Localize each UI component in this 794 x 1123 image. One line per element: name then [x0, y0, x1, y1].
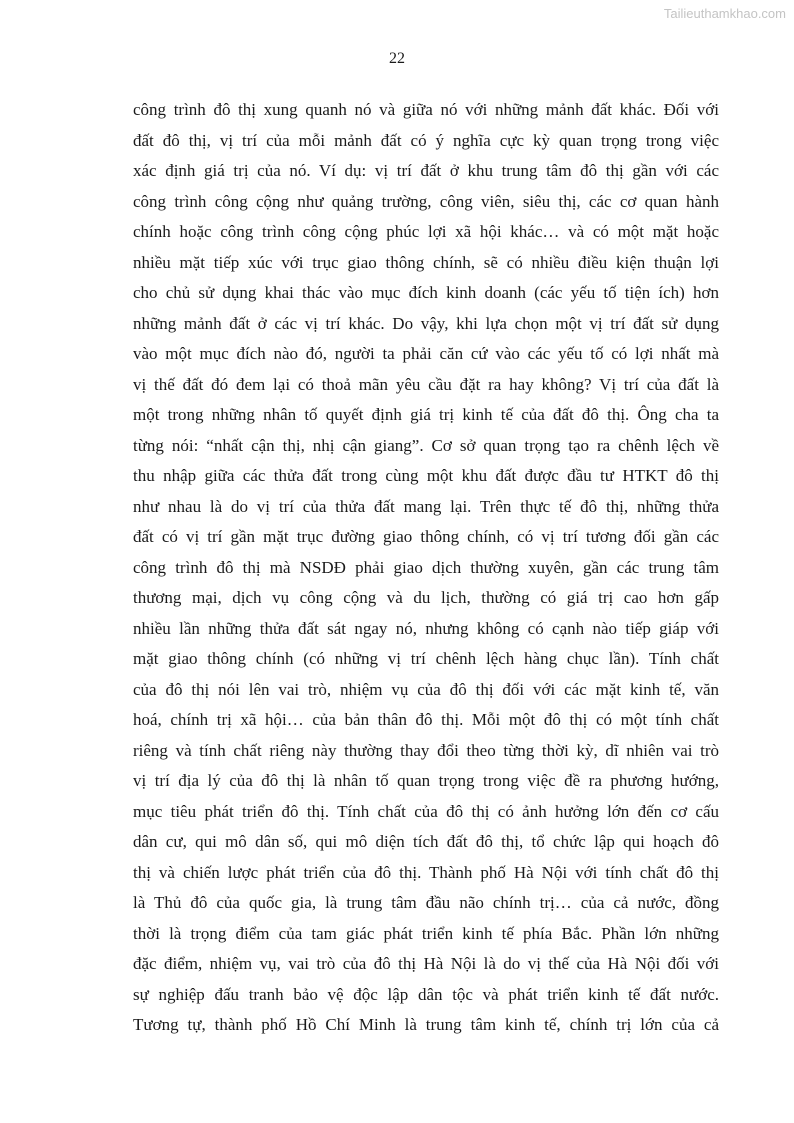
watermark: Tailieuthamkhao.com	[663, 6, 786, 21]
text-line: dân cư, qui mô dân số, qui mô diện tích đất đô thị, tổ chức lập qui hoạch đô	[133, 832, 719, 851]
text-line: công trình công cộng như quảng trường, công viên, siêu thị, các cơ quan hành	[133, 191, 719, 211]
text-line: của đô thị nói lên vai trò, nhiệm vụ của đô thị đối với các mặt kinh tế, văn	[133, 679, 719, 699]
text-line: chính hoặc công trình công cộng phúc lợi xã hội khác… và có một mặt hoặc	[133, 222, 719, 241]
text-line: vị trí địa lý của đô thị là nhân tố quan trọng trong việc đề ra phương hướng,	[133, 771, 719, 790]
text-line: công trình đô thị mà NSDĐ phải giao dịch thường xuyên, gần các trung tâm	[133, 557, 719, 577]
text-line: cho chủ sử dụng khai thác vào mục đích kinh doanh (các yếu tố tiện ích) hơn	[133, 283, 719, 302]
text-line: thu nhập giữa các thửa đất trong cùng một khu đất được đầu tư HTKT đô thị	[133, 466, 719, 485]
text-line: công trình đô thị xung quanh nó và giữa nó với những mảnh đất khác. Đối với	[133, 100, 719, 119]
text-line: riêng và tính chất riêng này thường thay đổi theo từng thời kỳ, dĩ nhiên vai trò	[133, 740, 719, 760]
text-line: Tương tự, thành phố Hồ Chí Minh là trung tâm kinh tế, chính trị lớn của cả	[133, 1015, 719, 1034]
text-line: như nhau là do vị trí của thửa đất mang lại. Trên thực tế đô thị, những thửa	[133, 496, 719, 516]
text-line: vị thế đất đó đem lại có thoả mãn yêu cầu đặt ra hay không? Vị trí của đất là	[133, 374, 719, 394]
text-line: đất đô thị, vị trí của mỗi mảnh đất có ý nghĩa cực kỳ quan trọng trong việc	[133, 130, 719, 150]
text-line: đất có vị trí gần mặt trục đường giao thông chính, có vị trí tương đối gần các	[133, 527, 719, 546]
text-line: từng nói: “nhất cận thị, nhị cận giang”. Cơ sở quan trọng tạo ra chênh lệch về	[133, 435, 719, 455]
text-line: là Thủ đô của quốc gia, là trung tâm đầu não chính trị… của cả nước, đồng	[133, 893, 719, 912]
text-line: những mảnh đất ở các vị trí khác. Do vậy, khi lựa chọn một vị trí đất sử dụng	[133, 313, 719, 333]
text-line: thời là trọng điểm của tam giác phát triển kinh tế phía Bắc. Phần lớn những	[133, 923, 719, 943]
page-number: 22	[389, 50, 405, 67]
text-line: đặc điểm, nhiệm vụ, vai trò của đô thị Hà Nội là do vị thế của Hà Nội đối với	[133, 954, 719, 973]
text-line: thị và chiến lược phát triển của đô thị. Thành phố Hà Nội với tính chất đô thị	[133, 862, 719, 882]
body-text	[133, 95, 719, 1041]
text-line: mặt giao thông chính (có những vị trí chênh lệch hàng chục lần). Tính chất	[133, 649, 719, 668]
text-line: sự nghiệp đấu tranh bảo vệ độc lập dân tộc và phát triển kinh tế đất nước.	[133, 984, 719, 1004]
text-line: một trong những nhân tố quyết định giá trị kinh tế của đất đô thị. Ông cha ta	[133, 405, 719, 424]
text-line: mục tiêu phát triển đô thị. Tính chất của đô thị có ảnh hưởng lớn đến cơ cấu	[133, 801, 719, 821]
text-line: thương mại, dịch vụ công cộng và du lịch, thường có giá trị cao hơn gấp	[133, 588, 719, 607]
text-line: xác định giá trị của nó. Ví dụ: vị trí đất ở khu trung tâm đô thị gần với các	[133, 161, 719, 180]
text-line: hoá, chính trị xã hội… của bản thân đô thị. Mỗi một đô thị có một tính chất	[133, 710, 719, 729]
text-line: nhiều mặt tiếp xúc với trục giao thông chính, sẽ có nhiều điều kiện thuận lợi	[133, 252, 719, 272]
text-line: vào một mục đích nào đó, người ta phải căn cứ vào các yếu tố có lợi nhất mà	[133, 344, 719, 363]
text-line: nhiều lần những thửa đất sát ngay nó, nhưng không có cạnh nào tiếp giáp với	[133, 618, 719, 638]
